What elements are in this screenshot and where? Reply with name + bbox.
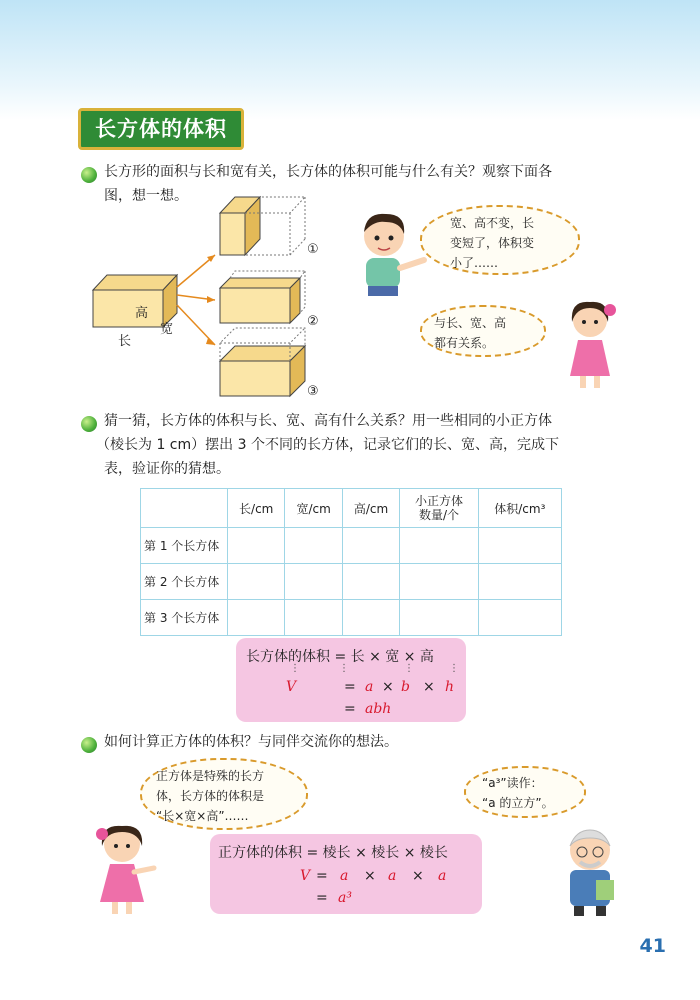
table-header: 体积/cm³ <box>478 489 561 528</box>
girl-speech-bubble-1 <box>420 305 546 357</box>
girl2-bubble-line-3: “长×宽×高”…… <box>156 809 249 823</box>
dots: ⋮ <box>290 663 300 674</box>
guess-line-2: （棱长为 1 cm）摆出 3 个不同的长方体，记录它们的长、宽、高，完成下 <box>96 437 559 453</box>
intro-line-1: 长方形的面积与长和宽有关，长方体的体积可能与什么有关？观察下面各 <box>104 164 552 180</box>
guess-line-3: 表，验证你的猜想。 <box>104 461 230 477</box>
table-cell[interactable] <box>478 600 561 636</box>
girl-bubble-line-2: 都有关系。 <box>434 336 495 350</box>
formula1-eq: = <box>344 701 356 717</box>
table-header: 宽/cm <box>285 489 342 528</box>
table-cell[interactable] <box>228 600 285 636</box>
table-cell[interactable] <box>342 528 399 564</box>
formula1-b: b <box>401 679 410 695</box>
bullet-icon <box>81 167 97 183</box>
cuboid-table <box>140 488 562 636</box>
table-header: 高/cm <box>342 489 399 528</box>
cuboid-diagram <box>85 195 345 400</box>
formula2-eq: = <box>316 890 328 906</box>
formula1-abh: abh <box>365 701 392 717</box>
dots: ⋮ <box>339 663 349 674</box>
row-label: 第 1 个长方体 <box>141 528 228 564</box>
formula1-times: × <box>423 679 435 695</box>
teacher-bubble-line-1: “a³”读作： <box>482 776 543 790</box>
girl-character-icon <box>92 822 158 918</box>
length-label: 长 <box>118 334 132 349</box>
table-cell[interactable] <box>400 600 478 636</box>
section-title: 长方体的体积 <box>78 108 244 150</box>
formula2-a: a <box>340 868 349 884</box>
table-header-row <box>141 489 562 528</box>
table-row <box>141 528 562 564</box>
page-number: 41 <box>639 935 666 957</box>
height-label: 高 <box>135 306 149 321</box>
intro-line-2: 图，想一想。 <box>104 188 188 204</box>
table-header <box>400 489 478 528</box>
guess-line-1: 猜一猜，长方体的体积与长、宽、高有什么关系？用一些相同的小正方体 <box>104 413 552 429</box>
boy-speech-bubble <box>420 205 580 275</box>
formula2-eq: = <box>316 868 328 884</box>
formula1-eq: = <box>344 679 356 695</box>
header-small-cube-2: 数量/个 <box>418 508 459 522</box>
girl2-bubble-line-2: 体，长方体的体积是 <box>156 789 265 803</box>
boy-bubble-line-2: 变短了，体积变 <box>450 236 535 250</box>
formula1-a: a <box>365 679 374 695</box>
girl-character-icon <box>560 298 620 390</box>
cube-question: 如何计算正方体的体积？与同伴交流你的想法。 <box>104 734 398 750</box>
table-cell[interactable] <box>285 600 342 636</box>
bullet-icon <box>81 737 97 753</box>
boy-bubble-line-1: 宽、高不变，长 <box>450 216 535 230</box>
row-label: 第 3 个长方体 <box>141 600 228 636</box>
table-row <box>141 564 562 600</box>
formula1-line1: 长方体的体积 = 长 × 宽 × 高 <box>246 649 434 665</box>
boy-character-icon <box>352 208 432 298</box>
dots: ⋮ <box>404 663 414 674</box>
formula2-a3: a³ <box>338 890 352 906</box>
teacher-character-icon <box>556 826 626 918</box>
formula2-V: V <box>300 868 311 884</box>
girl-speech-bubble-2 <box>140 758 308 830</box>
header-small-cube-1: 小正方体 <box>414 494 463 508</box>
table-row <box>141 600 562 636</box>
formula1-V: V <box>286 679 297 695</box>
dots: ⋮ <box>449 663 459 674</box>
row-label: 第 2 个长方体 <box>141 564 228 600</box>
table-cell[interactable] <box>400 528 478 564</box>
header-band <box>0 0 700 120</box>
formula1-h: h <box>445 679 455 695</box>
width-label: 宽 <box>160 322 174 337</box>
formula2-times: × <box>364 868 376 884</box>
formula2-a: a <box>388 868 397 884</box>
figure-marker-2: ② <box>307 314 319 329</box>
table-header <box>141 489 228 528</box>
table-cell[interactable] <box>285 564 342 600</box>
teacher-speech-bubble <box>464 766 586 818</box>
table-cell[interactable] <box>478 564 561 600</box>
table-cell[interactable] <box>478 528 561 564</box>
formula2-times: × <box>412 868 424 884</box>
table-cell[interactable] <box>400 564 478 600</box>
teacher-bubble-line-2: “a 的立方”。 <box>482 796 554 810</box>
table-cell[interactable] <box>285 528 342 564</box>
formula1-times: × <box>382 679 394 695</box>
table-cell[interactable] <box>228 528 285 564</box>
table-cell[interactable] <box>342 600 399 636</box>
table-header: 长/cm <box>228 489 285 528</box>
figure-marker-1: ① <box>307 242 319 257</box>
girl-bubble-line-1: 与长、宽、高 <box>434 316 507 330</box>
figure-marker-3: ③ <box>307 384 319 399</box>
girl2-bubble-line-1: 正方体是特殊的长方 <box>156 769 265 783</box>
boy-bubble-line-3: 小了…… <box>450 256 499 270</box>
table-cell[interactable] <box>342 564 399 600</box>
formula2-line1: 正方体的体积 = 棱长 × 棱长 × 棱长 <box>218 845 448 861</box>
table-cell[interactable] <box>228 564 285 600</box>
formula2-a: a <box>438 868 447 884</box>
bullet-icon <box>81 416 97 432</box>
